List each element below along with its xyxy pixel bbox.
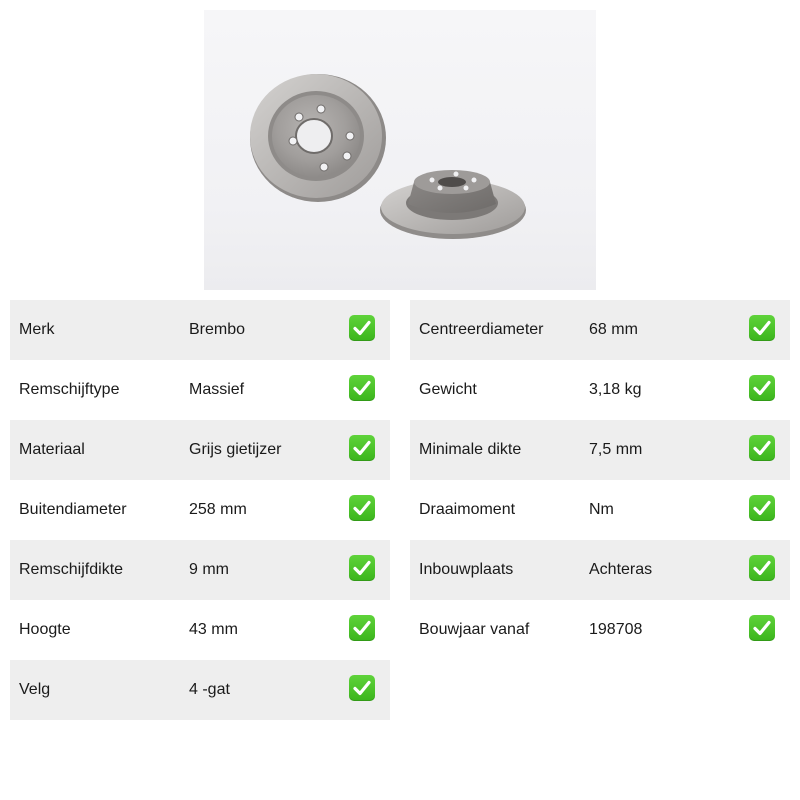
spec-row-bouwjaar-vanaf — [410, 600, 790, 660]
spec-row-remschijfdikte — [10, 540, 390, 600]
spec-row-minimale-dikte — [410, 420, 790, 480]
spec-value: Brembo — [189, 321, 246, 338]
check-mark-icon — [349, 615, 375, 641]
brake-disc-illustration — [204, 10, 596, 290]
spec-row-centreerdiameter — [410, 300, 790, 360]
spec-label: Remschijfdikte — [19, 561, 124, 578]
spec-value: Massief — [189, 381, 245, 398]
spec-label: Buitendiameter — [19, 501, 127, 518]
check-mark-icon — [749, 375, 775, 401]
brake-disc-image — [204, 10, 596, 290]
spec-label: Inbouwplaats — [419, 561, 514, 578]
spec-row-buitendiameter — [10, 480, 390, 540]
spec-value: 43 mm — [189, 621, 238, 638]
spec-value: 198708 — [589, 621, 643, 638]
check-mark-icon — [749, 495, 775, 521]
specs-table-right — [410, 300, 790, 660]
spec-label: Merk — [19, 321, 55, 338]
check-mark-icon — [349, 555, 375, 581]
spec-row-gewicht — [410, 360, 790, 420]
spec-label: Draaimoment — [419, 501, 516, 518]
spec-label: Gewicht — [419, 381, 477, 398]
spec-row-hoogte — [10, 600, 390, 660]
spec-row-remschijftype — [10, 360, 390, 420]
spec-label: Centreerdiameter — [419, 321, 544, 338]
check-mark-icon — [349, 375, 375, 401]
brake-disc-front-view — [250, 74, 386, 202]
spec-value: Nm — [589, 501, 614, 518]
specs-table-left — [10, 300, 390, 720]
spec-label: Remschijftype — [19, 381, 120, 398]
spec-value: Achteras — [589, 561, 653, 578]
spec-value: 68 mm — [589, 321, 638, 338]
spec-row-draaimoment — [410, 480, 790, 540]
spec-value: 9 mm — [189, 561, 229, 578]
spec-label: Minimale dikte — [419, 441, 522, 458]
spec-value: 3,18 kg — [589, 381, 642, 398]
spec-value: 4 -gat — [189, 681, 230, 698]
spec-label: Bouwjaar vanaf — [419, 621, 530, 638]
spec-row-inbouwplaats — [410, 540, 790, 600]
check-mark-icon — [349, 495, 375, 521]
spec-row-materiaal — [10, 420, 390, 480]
spec-label: Hoogte — [19, 621, 71, 638]
spec-value: Grijs gietijzer — [189, 441, 282, 458]
check-mark-icon — [749, 315, 775, 341]
spec-value: 7,5 mm — [589, 441, 643, 458]
check-mark-icon — [749, 555, 775, 581]
check-mark-icon — [749, 615, 775, 641]
brake-disc-angled-view — [380, 170, 526, 239]
spec-value: 258 mm — [189, 501, 247, 518]
check-mark-icon — [349, 315, 375, 341]
spec-label: Materiaal — [19, 441, 85, 458]
spec-label: Velg — [19, 681, 51, 698]
check-mark-icon — [749, 435, 775, 461]
check-mark-icon — [349, 435, 375, 461]
spec-row-merk — [10, 300, 390, 360]
check-mark-icon — [349, 675, 375, 701]
spec-row-velg — [10, 660, 390, 720]
